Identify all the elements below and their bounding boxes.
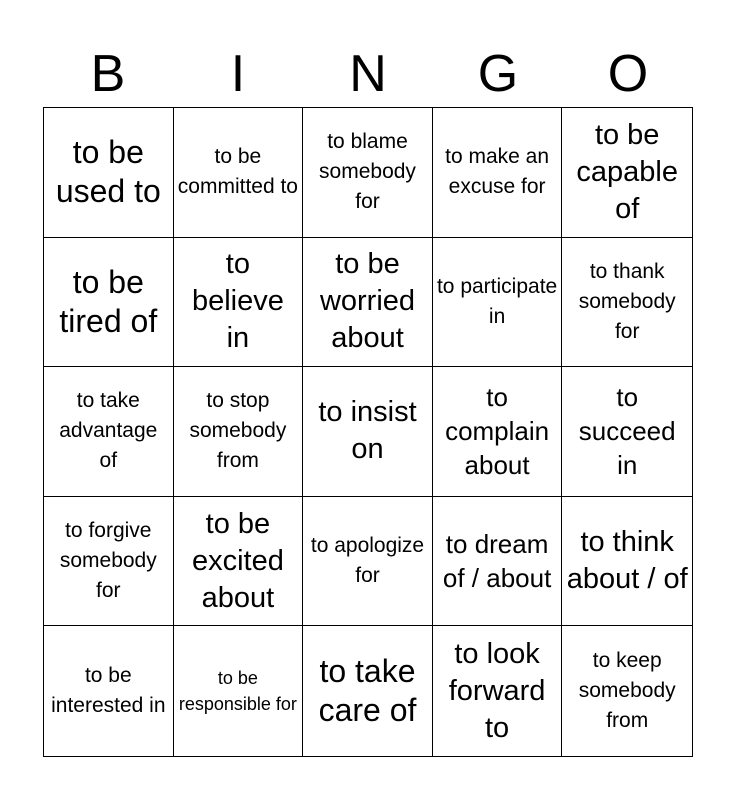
cell-text: to look forward to [448, 637, 546, 744]
cell-text: to be excited about [191, 507, 284, 614]
cell-text: to take advantage of [59, 389, 158, 473]
cell-text: to complain about [445, 382, 550, 481]
cell-text: to be worried about [319, 248, 416, 355]
bingo-cell[interactable] [433, 108, 563, 238]
bingo-cell[interactable] [44, 367, 174, 497]
cell-text: to believe in [191, 248, 284, 355]
bingo-cell[interactable] [44, 626, 174, 756]
cell-text: to be capable of [576, 118, 678, 225]
header-letter-g: G [477, 45, 519, 103]
bingo-cell[interactable] [174, 108, 304, 238]
cell-text: to succeed in [578, 382, 676, 481]
cell-text: to stop somebody from [189, 389, 287, 473]
cell-text: to participate in [436, 274, 558, 328]
cell-text: to blame somebody for [319, 130, 416, 214]
header-letter-b: B [90, 45, 126, 103]
cell-text: to be tired of [59, 263, 158, 339]
cell-text: to be committed to [177, 145, 298, 199]
cell-text: to think about / of [566, 526, 688, 596]
bingo-cell[interactable] [562, 108, 692, 238]
cell-text: to keep somebody from [578, 649, 676, 733]
bingo-cell[interactable] [303, 367, 433, 497]
bingo-cell[interactable] [433, 626, 563, 756]
cell-text: to be interested in [51, 664, 166, 718]
bingo-cell[interactable] [44, 108, 174, 238]
bingo-cell[interactable] [562, 497, 692, 627]
bingo-cell[interactable] [562, 626, 692, 756]
bingo-card-grid [43, 107, 693, 757]
cell-text: to be used to [55, 134, 161, 210]
cell-text: to forgive somebody for [59, 519, 157, 603]
cell-text: to insist on [318, 396, 417, 466]
cell-text: to apologize for [310, 534, 425, 588]
bingo-cell[interactable] [562, 238, 692, 368]
bingo-cell[interactable] [433, 497, 563, 627]
bingo-cell[interactable] [562, 367, 692, 497]
bingo-cell[interactable] [174, 497, 304, 627]
bingo-cell[interactable] [174, 367, 304, 497]
cell-text: to be responsible for [178, 668, 297, 715]
bingo-cell[interactable] [44, 238, 174, 368]
header-letter-o: O [607, 45, 649, 103]
bingo-cell[interactable] [303, 108, 433, 238]
bingo-cell[interactable] [303, 497, 433, 627]
cell-text: to make an excuse for [445, 145, 550, 199]
bingo-cell[interactable] [174, 238, 304, 368]
bingo-cell[interactable] [303, 626, 433, 756]
bingo-cell[interactable] [44, 497, 174, 627]
cell-text: to dream of / about [442, 529, 552, 594]
bingo-cell[interactable] [174, 626, 304, 756]
header-letter-i: I [230, 45, 246, 103]
bingo-header [43, 44, 693, 104]
header-letter-n: N [349, 45, 387, 103]
cell-text: to take care of [318, 653, 417, 729]
bingo-cell[interactable] [433, 367, 563, 497]
bingo-cell[interactable] [433, 238, 563, 368]
cell-text: to thank somebody for [578, 259, 676, 343]
bingo-cell[interactable] [303, 238, 433, 368]
